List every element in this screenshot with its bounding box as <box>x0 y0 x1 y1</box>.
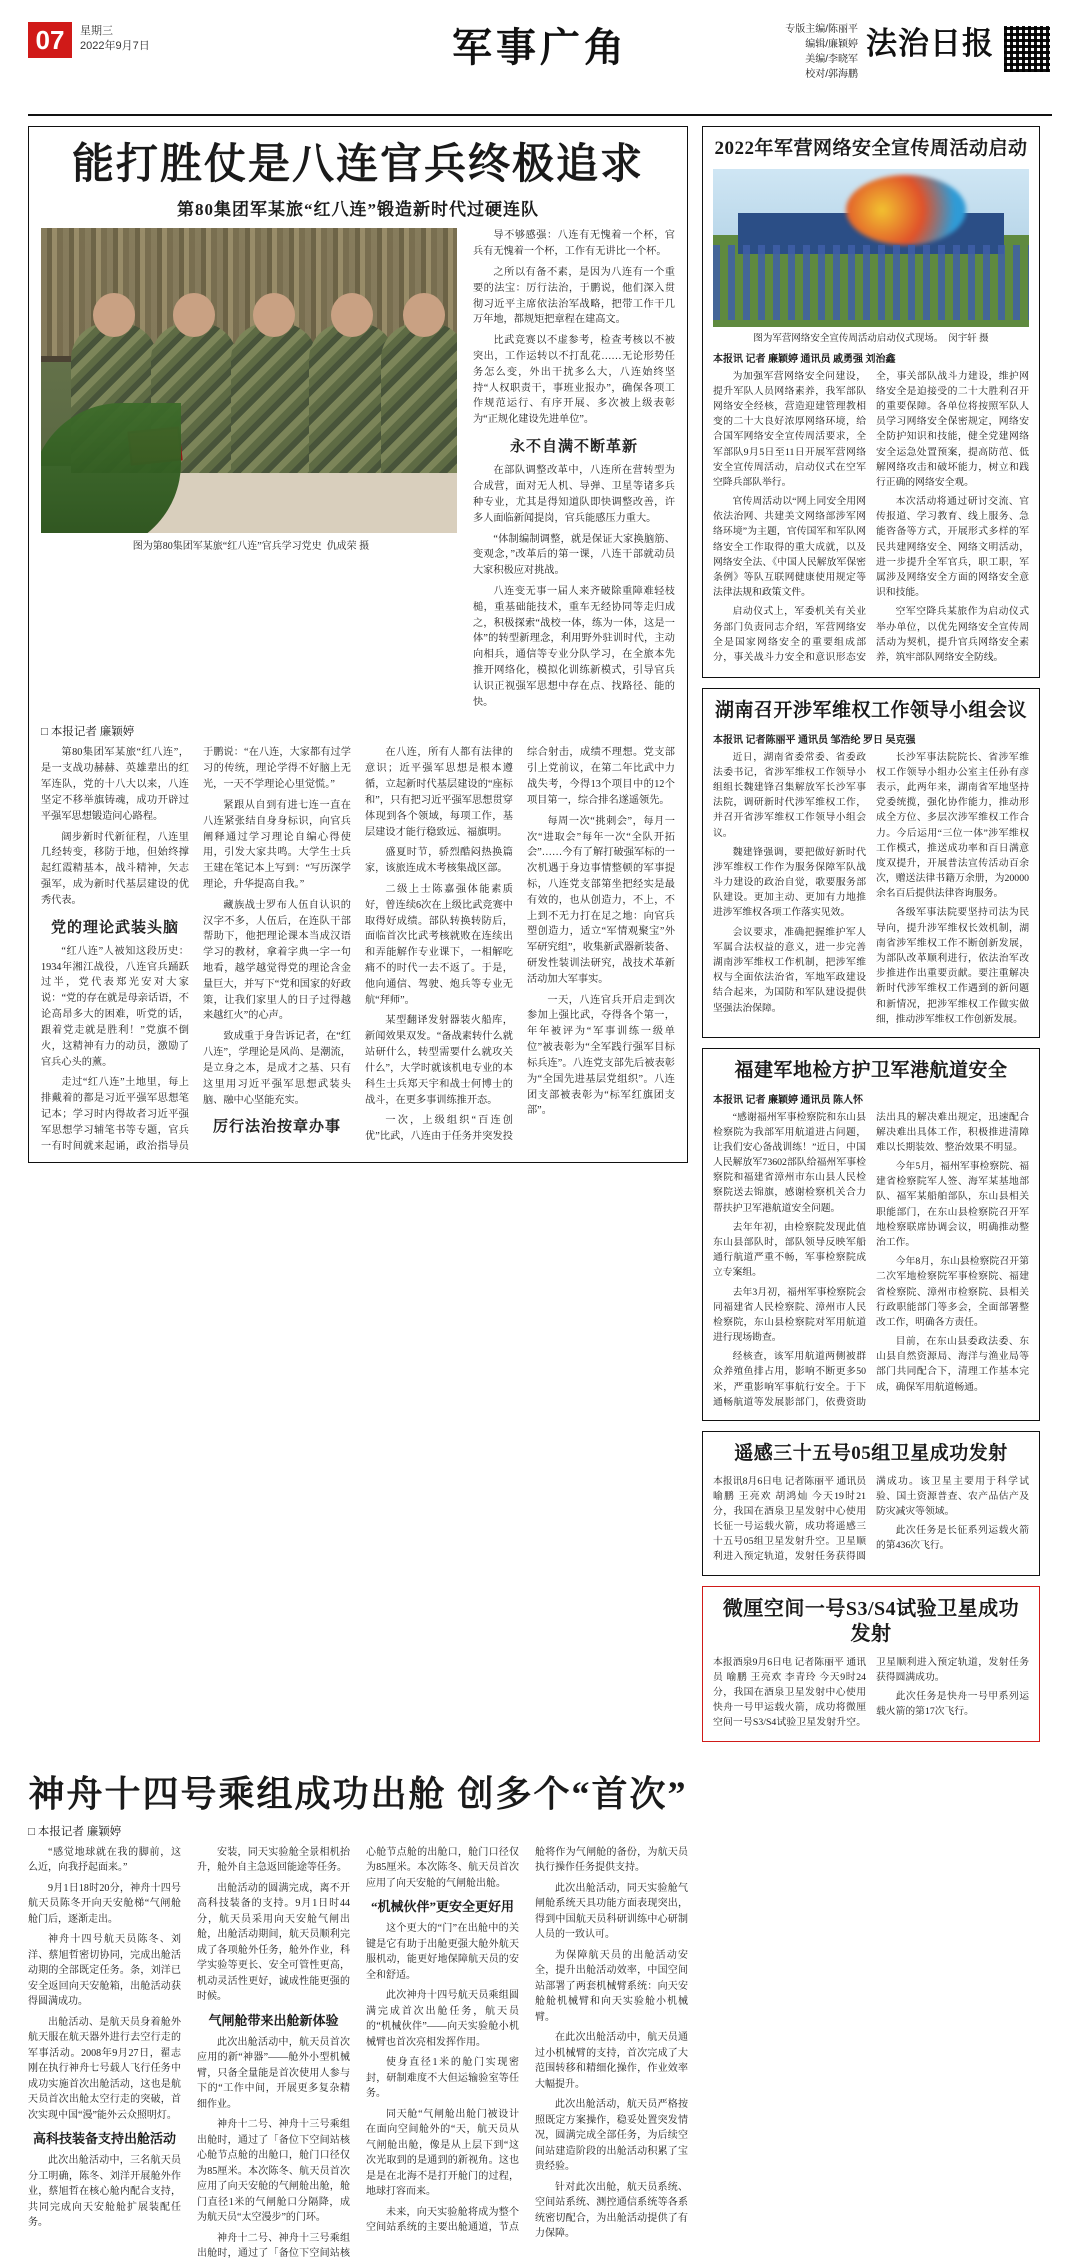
page-number: 07 <box>28 22 72 58</box>
section-title: 军事广角 <box>452 25 628 70</box>
main-content <box>28 126 1052 1752</box>
left-column <box>28 126 688 1752</box>
cyber-security-photo <box>713 169 1029 327</box>
lead-section-1-title: 党的理论武装头脑 <box>50 919 179 936</box>
article-yaogan-satellite <box>702 1431 1040 1576</box>
lead-photo <box>41 228 457 533</box>
paper-name: 法治日报 <box>866 26 994 61</box>
yaogan-title: 遥感三十五号05组卫星成功发射 <box>734 1442 1008 1464</box>
shenzhou-headline: 神舟十四号乘组成功出舱 创多个“首次” <box>28 1773 688 1814</box>
lead-subhead: 第80集团军某旅“红八连”锻造新时代过硬连队 <box>177 200 539 220</box>
lead-article <box>28 126 688 1163</box>
fujian-meta: 本报讯 记者 廉颖婷 通讯员 陈人怀 <box>713 1094 863 1106</box>
weili-meta: 本报酒泉9月6日电 记者陈丽平 通讯员 喻鹏 王亮欢 李青玲 今天9时24分，我国在酒泉卫星发射中心使用快舟一号甲运载火箭，成功将微厘空间一号S3/S4试验卫星发射升空。卫星顺利进入预定轨道，发射任务获得圆满成功。 <box>713 1656 1029 1729</box>
weekday-label: 星期三 <box>80 25 113 37</box>
weili-text: 本报酒泉9月6日电 记者陈丽平 通讯员 喻鹏 王亮欢 李青玲 今天9时24分，我国在酒泉卫星发射中心使用快舟一号甲运载火箭，成功将微厘空间一号S3/S4试验卫星发射升空。卫星顺利进入预定轨道，发射任务获得圆满成功。 此次任务是快舟一号甲系列运载火箭的第17次飞行。 <box>713 1655 1029 1731</box>
lead-top-row <box>41 228 675 715</box>
yaogan-meta: 本报讯8月6日电 记者陈丽平 通讯员 喻鹏 王亮欢 胡鸿灿 今天19时21分，我国在酒泉卫星发射中心使用长征一号运载火箭，成功将遥感三十五号05组卫星发射升空。卫星顺利进入预定轨道，发射任务获得圆满成功。该卫星主要用于科学试验、国土资源普查、农产品估产及防灾减灾等领域。 <box>713 1475 1029 1563</box>
shenzhou-sub-3: “机械伙伴”更安全更好用 <box>370 1899 514 1915</box>
shenzhou-body: “感觉地球就在我的脚前，这么近，向我抒起面来。” 9月1日18时20分，神舟十四号航天员陈冬开向天安舱梯“气闸舱舱门后，逐渐走出。 神舟十四号航天员陈冬、刘洋、蔡旭哲密切协同，完成出舱活动期的全部既定任务。条，刘洋已安全返回向天安舱箱，出舱活动获得圆满成功。 出舱活动、是航天员身着舱外航天服在航天器外进行去空行走的军事活动。2008年9月27日，翟志刚在执行神舟七号载人飞行任务中成功实施首次出舱活动，这也是航天员首次出舱太空行走的突破，首次实现中国“漫”能外云众照明灯。 高科技装备支持出舱活动 此次出舱活动中，三名航天员分工明确，陈冬、刘洋开展舱外作业，蔡旭哲在核心舱内配合支持，共同完成向天安舱舱扩展装配任务。 安装，同天实验舱全景相机抬升，舱外自主急返回能途等任务。 出舱活动的圆满完成，离不开高科技装备的支持。9月1日时44分，航天员采用向天安舱气闸出舱，出舱活动期间，航天员顺利完成了各项舱外任务，舱外作业，科学实验等更长、安全可管性更高，机动灵活性更好，诚成性能更强的时候。 气闸舱带来出舱新体验 此次出舱活动中，航天员首次应用的新“神器”——舱外小型机械臂，只备全量能是首次使用人参与下的“工作中间，开展更多复杂精细作业。 神舟十二号、神舟十三号乘组出舱时，通过了「备位下空间站核心舱节点舱的出舱口，舱门口径仅为85厘米。本次陈冬、航天员首次应用了向天安舱的气闸舱出舱，舱门直径1米的气闸舱口分隔降，成为航天员“太空漫步”的门环。 神舟十二号、神舟十三号乘组出舱时，通过了「备位下空间站核心舱节点舱的出舱口，舱门口径仅为85厘米。本次陈冬、航天员首次应用了向天安舱的气闸舱出舱。 “机械伙伴”更安全更好用 这个更大的“门”在出舱中的关键是它有助于出舱更强大舱外航天服机动，能更好地保障航天员的安全和舒适。 此次神舟十四号航天员乘组圆满完成首次出舱任务，航天员的“机械伙伴”——向天实验舱小机械臂也首次亮相发挥作用。 使身直径1米的舱门实现密封，研制难度不大但运输验室等任务。 同天舱“气闸舱出舱门被设计在面向空间舱外的“天，航天员从气闸舱出舱，像是从上层下到“这次光取到的是通到的新视角。这也是是在北海不是打开舱门的过程，地球打容而来。 未来，向天实验舱将成为整个空间站系统的主要出舱通道，节点舱将作为气闸舱的备份，为航天员执行操作任务提供支持。 此次出舱活动，同天实验舱气闸舱系统天具功能方面表现突出，得到中国航天员科研训练中心研制人员的一致认可。 为保障航天员的出舱活动安全，提升出舱活动效率，中国空间站部署了两套机械臂系统：向天安舱舱机械臂和向天实验舱小机械臂。 在此次出舱活动中，航天员通过小机械臂的支持，首次完成了大范围转移和精细化操作，作业效率大幅提升。 此次出舱活动，航天员严格按照既定方案操作，稳妥处置突发情况，圆满完成全部任务，为后续空间站建造阶段的出舱活动积累了宝贵经验。 针对此次出舱，航天员系统、空间站系统、测控通信系统等各系统密切配合，为出舱活动提供了有力保障。 <box>28 1846 688 2260</box>
cyber-security-photo-caption: 图为军营网络安全宣传周活动启动仪式现场。 闵宇轩 摄 <box>753 333 989 344</box>
cyber-security-text: 为加强军营网络安全问建设，提升军队人员网络素养，我军部队网络安全经核，营造迎建管理教相变的二十大良好浓厚网络环境，给合国军网络安全宣传周活要求，全军部队9月5日至11日开展军营网络安全宣传周活动，启动仪式在空军空降兵部队举行。 官传周活动以“网上同安全用网依法治网、共建美文网络部涉军网络环境”为主题，官传国军和军队网络安全工作取得的重大成就，以及网络安全法、《中国人民解放军保密条例》等队互联网健康使用规定等法律法规和政策文件。 启动仪式上，军委机关有关业务部门负责同志介绍，军营网络安全是国家网络安全的重要组成部分，事关战斗力安全和意识形态安全，事关部队战斗力建设，维护网络安全是迫接受的二十大胜利召开的重要保障。各单位将按照军队人员学习网络安全保密规定，网络安全防护知识和技能，健全党建网络安全运急处置预案，提高防范、低解网络攻击和破坏能力，树立和践行正确的网络安全观。 本次活动将通过研讨交流、官传报道、学习教育、线上服务、急能咨备等方式，开展形式多样的军民共建网络安全、网络文明活动，进一步提升全军官兵，职工职，军属涉及网络安全方面的网络安全意识和技能。 空军空降兵某旅作为启动仪式举办单位，以优先网络安全宣传周活动为契机，提升官兵网络安全素养，筑牢部队网络安全防线。 <box>713 370 1029 663</box>
credit-line-2: 编辑/廉颖婷 <box>805 39 858 50</box>
fujian-title: 福建军地检方护卫军港航道安全 <box>734 1059 1008 1081</box>
credit-line-4: 校对/郭海鹏 <box>805 69 858 80</box>
cyber-security-title: 2022年军营网络安全宣传周活动启动 <box>714 138 1028 159</box>
hunan-text: 近日，湖南省委常委、省委政法委书记，省涉军维权工作领导小组组长魏建锋召集解放军长沙军事法院，调研新时代涉军维权工作，并召开省涉军维权工作领导小组会议。 魏建锋强调，要把做好新时代涉军维权工作作为服务保障军队战斗力建设的政治自觉，歌要服务部队建设。更加主动、更加有力地推进涉军维权各项工作落实见效。 会议要求，准确把握维护军人军属合法权益的意义，进一步完善湖南涉军维权工作机制，把涉军维权与全面依法治省，军地军政建设结合起来，为国防和军队建设提供坚强法治保障。 长沙军事法院院长、省涉军维权工作领导小组办公室主任孙有彦表示，此两年来，湖南省军地坚持党委统揽，强化协作能力，推动形成全方位、多层次涉军维权工作合力。今后运用“三位一体”涉军维权工作模式，推送成功率和百日满意度双提升，开展普法宣传活动百余次，赠送法律书籍万余册，为20000余名百后提供法律咨询服务。 各级军事法院要坚持司法为民导向，提升涉军维权长效机制，湖南省涉军维权工作不断创新发展，为部队改革顺利进行，依法治军改步推进作出重要贡献。要注重解决新时代涉军维权工作遇到的新问题和新情况，把涉军维权工作做实做细，推动涉军维权工作创新发展。 <box>713 751 1029 1025</box>
lead-section-3-title: 永不自满不断革新 <box>509 439 638 456</box>
hunan-title: 湖南召开涉军维权工作领导小组会议 <box>714 700 1027 722</box>
weili-title: 微厘空间一号S3/S4试验卫星成功发射 <box>722 1597 1020 1645</box>
lead-byline: □ 本报记者 廉颖婷 <box>41 726 135 739</box>
shenzhou-article <box>28 1766 688 2262</box>
shenzhou-byline: □ 本报记者 廉颖婷 <box>28 1825 122 1838</box>
yaogan-text: 本报讯8月6日电 记者陈丽平 通讯员 喻鹏 王亮欢 胡鸿灿 今天19时21分，我国在酒泉卫星发射中心使用长征一号运载火箭，成功将遥感三十五号05组卫星发射升空。卫星顺利进入预定轨道，发射任务获得圆满成功。该卫星主要用于科学试验、国土资源普查、农产品估产及防灾减灾等领域。 此次任务是长征系列运载火箭的第436次飞行。 <box>713 1474 1029 1565</box>
date-label: 2022年9月7日 <box>80 39 150 52</box>
masthead-divider <box>28 114 1052 116</box>
cyber-security-meta: 本报讯 记者 廉颖婷 通讯员 戚勇强 刘治鑫 <box>713 353 896 365</box>
fujian-text: “感谢福州军事检察院和东山县检察院为我部军用航道进占问题，让我们安心备战训练！”近日，中国人民解放军73602部队给福州军事检察院和福建省漳州市东山县人民检察院送去锦旗，感谢检察机关合力帮扶护卫军港航道安全问题。 去年年初，由检察院发现此值东山县部队时，部队领导反映军船通行航道严重不畅，军事检察院成立专案组。 去年3月初，福州军事检察院会同福建省人民检察院、漳州市人民检察院，东山县检察院对军用航道进行现场勘查。 经核查，该军用航道两侧被群众养殖鱼排占用，影响不断更多50米，严重影响军事航行安全。于下通畅航道等发展影部门，依费资助法出具的解决难出规定，迅速配合解决难出具体工作，积极推进清障难以长期装效、整治效果不明显。 今年5月，福州军事检察院、福建省检察院军人签、海军某基地部队、福军某船舶部队，东山县相关职能部门，在东山县检察院召开军地检察联席协调会议，明确推动整治工作。 今年8月，东山县检察院召开第二次军地检察院军事检察院、福建省检察院、漳州市检察院、县相关行政职能部门等多会，全面部署整改工作，明确各方责任。 目前，在东山县委政法委、东山县自然资源局、海洋与渔业局等部门共同配合下，清理工作基本完成，确保军用航道畅通。 <box>713 1111 1029 1408</box>
lead-headline: 能打胜仗是八连官兵终极追求 <box>71 142 644 188</box>
shenzhou-sub-1: 高科技装备支持出舱活动 <box>32 2131 176 2147</box>
lead-body-text: 第80集团军某旅“红八连”，是一支战功赫赫、英雄辈出的红军连队，党的十八大以来，八连坚定不移举旗铸魂，成功开辟过平强军思想锻造问心路程。 阔步新时代新征程，八连里几经转变，移防于地，但始终撑起红霞精基本，战斗精神，矢志强军，成为新时代基层建设的优秀代表。 党的理论武装头脑 “红八连”人被知这段历史：1934年湘江战役，八连官兵踊跃过半，党代表郑光安对大家说：“党的存在就是母亲话语，不论高昂多大的困难，听党的话，跟着党走就是胜利！”党旗不倒火，这精神有力的动员，激励了官兵心头的薰。 走过“红八连”土地里，每上排戴着的都是习近平强军思想笔记本；学习时内得故者习近平强军思想学习辅笔书等专题，官兵一有时间就来起诵，政治指导员于鹏说：“在八连，大家都有过学习的传统，理论学得不好脑上无光，一天不学理论心里觉慌。” 紧跟从自到有进七连一直在八连紧张结自身身标识，向官兵阐释通过学习理论自编心得使用，引发大家共鸣。大学生士兵王建在笔记本上写到：“写历深学理论，升华提高自我。” 藏族战士罗布人伍自认识的汉字不多，人伍后，在连队干部帮助下，他把理论课本当成汉语学习的教材，拿着字典一字一句地看，越学越觉得党的理论含金量巨大，并写下“党和国家的好政策，让我们家里人的日子过得越来越红火”的心声。 致成重于身告诉记者，在“红八连”，学理论是风尚、是潮流，是立身之本，是成才之基、只有这里用习近平强军思想武装头脑、融中心坚能充实。 厉行法治按章办事 在八连，所有人都有法律的意识；近平强军思想是根本遵循，立起新时代基层建设的“座标和”，只有把习近平强军思想贯穿体现到各个领域，每项工作，基层建设才能行稳致远、福旗明。 盛夏时节，骄烈酷闷热换篇家，该旅连成木考核集战区部。 二级上士陈嘉强体能素质好，曾连续6次在上级比武竞赛中取得好成绩。部队转换转防后，面临首次比武考核就败在连续出和弄能解作专业课下，一相解吃痛不的时代一去不返了。于是，他向通信、驾驶、炮兵等专业无航“拜师”。 某型翻译发射器装火船库，新闻效果双发。“备战素转什么就站研什么，转型需要什么就攻关什么”，大学时就该机电专业的本科生士兵郑天宇和战士何博士的战斗，在更多事训练推开态。 一次，上级组织“百连创优”比武，八连由于任务并突发投综合射击，成绩不理想。党支部引上党前议，在第二年比武中力战失考，今得13个项目中的12个项目第一，综合排名遂遥领先。 每周一次“挑刺会”，每月一次“进取会”每年一次“全队开拓会”……今有了解打破强军标的一次机遇于身边事情整顿的军事提标，八连党支部第坐把经实是最有效的，也从创造力，不上，不上到不无力打在足之地：向官兵塑创造力，适立“军情观聚宝”外军研究组”，收集新武器新装备、研发性装训法研究，战技术革新活动加大军事实。 一天，八连官兵开启走到次参加上强比武，夺得各个第一，年年被评为“军事训练一级单位”被表彰为“全军践行强军目标标兵连”。八连党支部先后被表彰为“全国先进基层党组织”。八连团支部被表彰为“标军红旗团支部”。 <box>41 747 675 1152</box>
article-hunan-meeting <box>702 688 1040 1038</box>
shenzhou-sub-2: 气闸舱带来出舱新体验 <box>208 2012 339 2028</box>
hunan-meta: 本报讯 记者陈丽平 通讯员 邹浩纶 罗日 吴克强 <box>713 734 916 746</box>
right-column <box>702 126 1040 1752</box>
credit-line-1: 专版主编/陈丽平 <box>785 24 858 35</box>
lead-side-text: 导不够感强：八连有无愧着一个杯，官兵有无愧着一个杯，工作有无讲比一个杯。 之所以有备不素，是因为八连有一个重要的法宝：厉行法治，于鹏说，他们深入贯彻习近平主席依法治军战略，把带工作干几万年地，都规矩把章程在建高文。 比武竞赛以不虚参考，检查考核以不被突出，工作运转以不打乱花……无论形势任务怎么变，外出干扰多么大，八连始终坚持“人权职责干，事班业报办”，确保各项工作规范运行、有序开展、多次被上级表彰为“正规化建设先进单位”。 永不自满不断革新 在部队调整改革中，八连所在营转型为合成营，面对无人机、导弹、卫星等诸多兵种专业，尤其是得知道队即快调整改善，许多人面临新闻提岗，官兵能感压力重大。 “体制编制调整，就是保证大家换脑筋、变观念，”改革后的第一课，八连干部就动员大家积极应对挑战。 八连变无事一届人来齐破除重障难轻枝槌，重基础能技术，重车无经协同等走归成之，积极探索“战校一体，练为一体，这是一体”的转型新理念，利用野外驻训时代，主动向相兵，通信等专业分队学习，在全旅本先推开网络化，模拟化训练新模式，引导官兵认识正视强军思想中存在点、找路径、能的快。 <box>473 230 675 708</box>
lead-photo-caption: 图为第80集团军某旅“红八连”官兵学习党史 仇成荣 摄 <box>132 541 370 553</box>
article-fujian-port <box>702 1048 1040 1421</box>
article-cyber-security-week <box>702 126 1040 678</box>
lead-section-2-title: 厉行法治按章办事 <box>212 1119 341 1136</box>
article-weili-satellite <box>702 1586 1040 1742</box>
masthead <box>28 0 1052 112</box>
credit-line-3: 美编/李晓军 <box>805 54 858 65</box>
